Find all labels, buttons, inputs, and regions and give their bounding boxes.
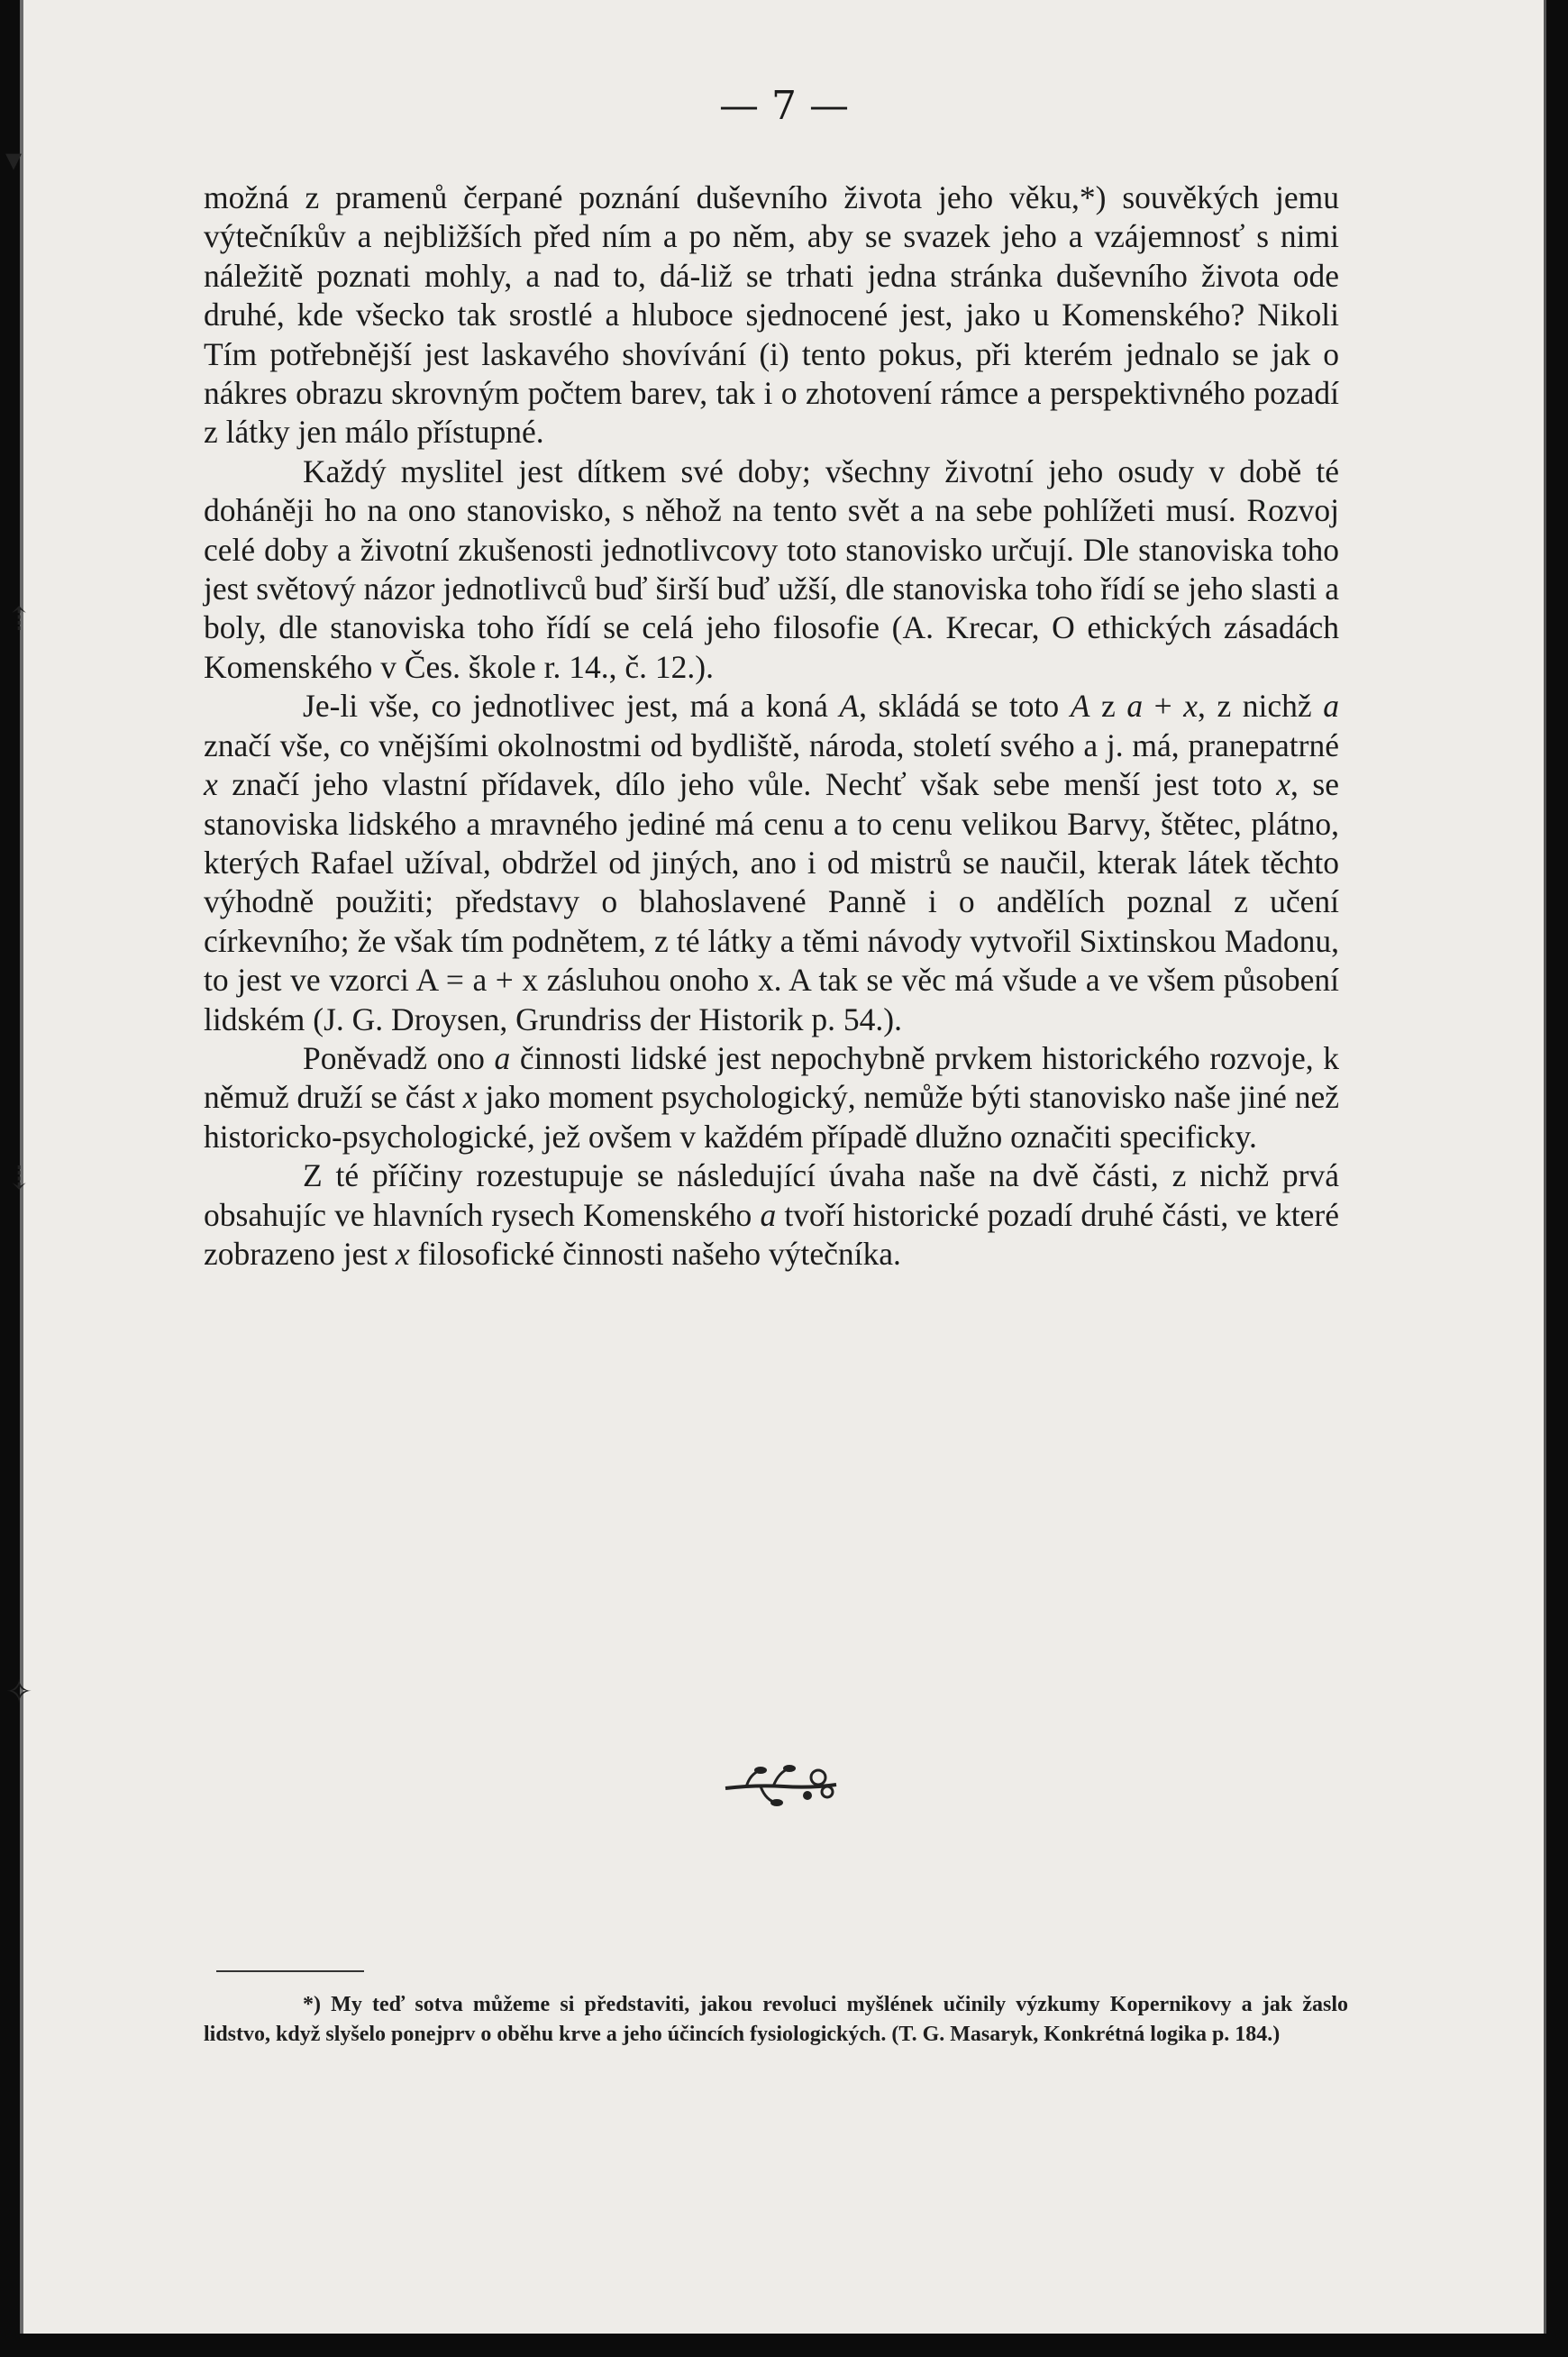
paragraph: Každý myslitel jest dítkem své doby; všechny životní jeho osudy v době té doháněji ho na ono stanovisko, s něhož na tento svět a na sebe pohlížeti musí. Rozvoj celé doby a životní zkušenosti jednotlivcovy toto stanovisko určují. Dle stanoviska toho jest světový názor jednotlivců buď širší buď užší, dle stanoviska toho řídí se jeho slasti a boly, dle stanoviska toho řídí se celá jeho filosofie (A. Krecar, O ethických zásadách Komenského v Čes. škole r. 14., č. 12.). xyxy=(204,452,1339,685)
footnote-rule xyxy=(216,1970,364,1972)
floral-ornament-icon xyxy=(721,1758,847,1812)
body-text xyxy=(204,178,1339,1274)
footnote-text: *) My teď sotva můžeme si představiti, jakou revoluci myšlének učinily výzkumy Kopernikovy a jak žaslo lidstvo, když slyšelo poneјprv o oběhu krve a jeho účincích fysiologických. (T. G. Masaryk, Konkrétná logika p. 184.) xyxy=(204,1993,1348,2046)
binding-mark-icon: ✧ xyxy=(5,1674,33,1711)
paragraph: Z té příčiny rozestupuje se následující úvaha naše na dvě části, z nichž prvá obsahujíc ve hlavních rysech Komenského a tvoří historické pozadí druhé části, ve které zobrazeno jest x filosofické činnosti našeho výtečníka. xyxy=(204,1157,1339,1272)
page-number: — 7 — xyxy=(719,83,849,129)
paragraph: možná z pramenů čerpané poznání duševního života jeho věku,*) souvěkých jemu výtečníkův a nejbližších před ním a po něm, aby se svazek jeho a vzájemnosť s nimi náležitě poznati mohly, a nad to, dá-liž se trhati jedna stránka duševního života ode druhé, kde všecko tak srostlé a hluboce sjednocené jest, jako u Komenského? Nikoli Tím potřebnější jest laskavého shovívání (i) tento pokus, při kterém jednalo se jak o nákres obrazu skrovným počtem barev, tak i o zhotovení rámce a perspektivného pozadí z látky jen málo přístupné. xyxy=(204,179,1339,451)
paragraph: Je-li vše, co jednotlivec jest, má a koná A, skládá se toto A z a + x, z nichž a značí vše, co vnějšími okolnostmi od bydliště, národa, století svého a j. má, pranepatrné x značí jeho vlastní přídavek, dílo jeho vůle. Nechť však sebe menší jest toto x, se stanoviska lidského a mravného jediné má cenu a to cenu velikou Barvy, štětec, plátno, kterých Rafael užíval, obdržel od jiných, ano i od mistrů se naučil, kterak látek těchto výhodně použiti; představy o blahoslavené Panně i o andělích poznal z učení církevního; že však tím podnětem, z té látky a těmi návody vytvořil Sixtinskou Madonu, to jest ve vzorci A = a + x zásluhou onoho x. A tak se věc má všude a ve všem působení lidském (J. G. Droysen, Grundriss der Historik p. 54.). xyxy=(204,688,1339,1037)
scan-edge-bottom xyxy=(0,2334,1568,2357)
scan-edge-right xyxy=(1546,0,1568,2357)
footnote xyxy=(204,1990,1348,2050)
binding-mark-icon: ⇡ xyxy=(5,601,33,638)
paragraph: Poněvadž ono a činnosti lidské jest nepochybně prvkem historického rozvoje, k němuž druží se část x jako moment psychologický, nemůže býti stanovisko naše jiné než historicko-psychologické, jež ovšem v každém případě dlužno označiti specificky. xyxy=(204,1039,1340,1155)
binding-mark-icon: ⇣ xyxy=(5,1160,33,1197)
scan-edge-right-line xyxy=(1544,0,1546,2357)
binding-mark-icon: ▾ xyxy=(5,142,23,178)
